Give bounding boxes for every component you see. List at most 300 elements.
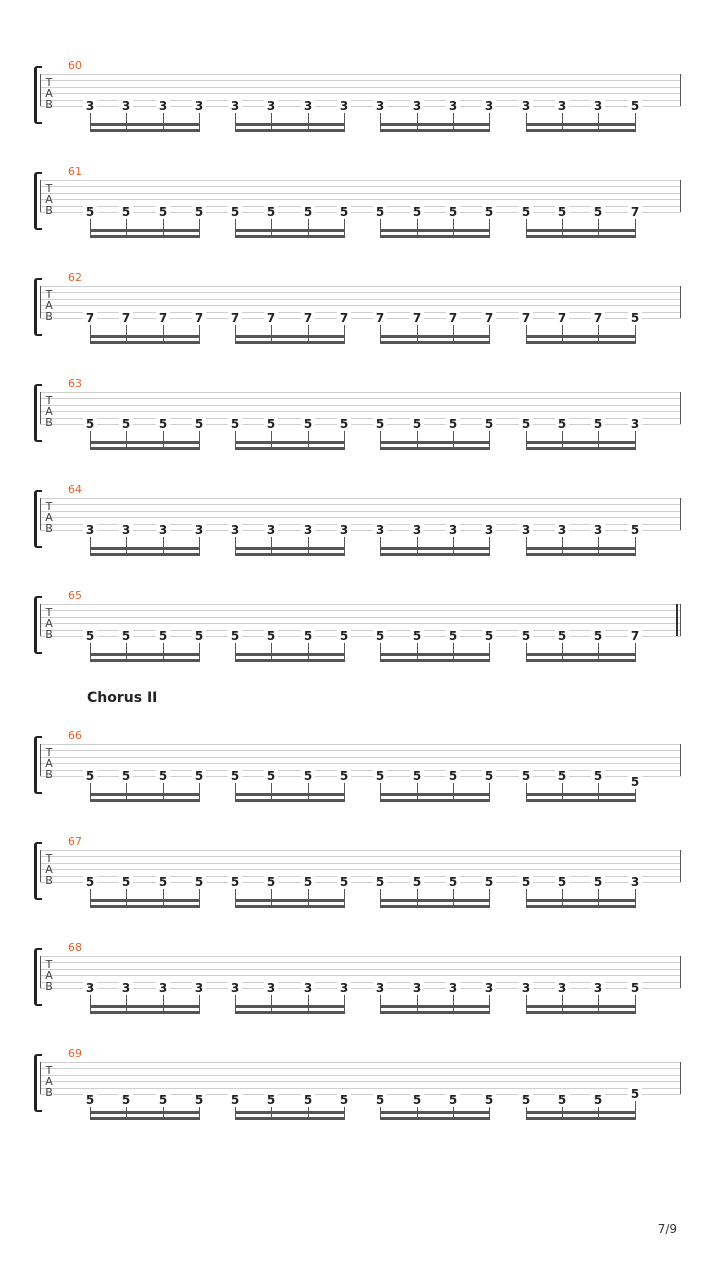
page-number: 7/9 bbox=[657, 1222, 677, 1236]
staff-line bbox=[40, 206, 681, 207]
fret-number: 5 bbox=[519, 418, 533, 430]
beam bbox=[90, 235, 200, 238]
fret-number: 5 bbox=[228, 206, 242, 218]
fret-number: 5 bbox=[119, 770, 133, 782]
staff-line bbox=[40, 180, 681, 181]
fret-number: 5 bbox=[301, 1094, 315, 1106]
fret-number: 7 bbox=[264, 312, 278, 324]
tab-clef-letter: A bbox=[45, 757, 53, 770]
beam bbox=[90, 447, 200, 450]
fret-number: 5 bbox=[446, 630, 460, 642]
fret-number: 5 bbox=[119, 876, 133, 888]
measure-number: 67 bbox=[68, 835, 82, 848]
end-barline bbox=[680, 392, 681, 424]
fret-number: 3 bbox=[264, 524, 278, 536]
fret-number: 5 bbox=[83, 1094, 97, 1106]
fret-number: 5 bbox=[555, 206, 569, 218]
fret-number: 5 bbox=[264, 418, 278, 430]
beam bbox=[380, 335, 490, 338]
fret-number: 3 bbox=[446, 982, 460, 994]
fret-number: 5 bbox=[228, 418, 242, 430]
fret-number: 5 bbox=[156, 206, 170, 218]
beam bbox=[380, 123, 490, 126]
fret-number: 5 bbox=[228, 876, 242, 888]
beam bbox=[380, 1111, 490, 1114]
fret-number: 3 bbox=[83, 982, 97, 994]
fret-number: 3 bbox=[410, 524, 424, 536]
tab-clef-letter: A bbox=[45, 405, 53, 418]
staff-line bbox=[40, 305, 681, 306]
fret-number: 5 bbox=[555, 630, 569, 642]
beam bbox=[235, 447, 345, 450]
fret-number: 3 bbox=[628, 418, 642, 430]
start-barline bbox=[40, 744, 41, 776]
beam bbox=[235, 1011, 345, 1014]
beam bbox=[380, 659, 490, 662]
tab-clef-letter: A bbox=[45, 969, 53, 982]
start-barline bbox=[40, 1062, 41, 1094]
fret-number: 5 bbox=[628, 524, 642, 536]
staff-line bbox=[40, 1088, 681, 1089]
beam bbox=[380, 1011, 490, 1014]
staff-line bbox=[40, 636, 681, 637]
measure-number: 60 bbox=[68, 59, 82, 72]
fret-number: 7 bbox=[301, 312, 315, 324]
beam bbox=[526, 441, 636, 444]
fret-number: 3 bbox=[446, 524, 460, 536]
measure-number: 65 bbox=[68, 589, 82, 602]
beam bbox=[526, 1117, 636, 1120]
fret-number: 3 bbox=[628, 876, 642, 888]
fret-number: 5 bbox=[555, 770, 569, 782]
fret-number: 3 bbox=[519, 524, 533, 536]
tab-system bbox=[0, 483, 720, 570]
fret-number: 5 bbox=[119, 418, 133, 430]
fret-number: 5 bbox=[337, 876, 351, 888]
staff-line bbox=[40, 411, 681, 412]
tab-clef-letter: B bbox=[45, 980, 53, 993]
fret-number: 5 bbox=[482, 770, 496, 782]
fret-number: 3 bbox=[119, 982, 133, 994]
tab-system bbox=[0, 941, 720, 1028]
staff-line bbox=[40, 212, 681, 213]
fret-number: 5 bbox=[192, 770, 206, 782]
staff-line bbox=[40, 610, 681, 611]
measure-number: 69 bbox=[68, 1047, 82, 1060]
tab-clef-letter: B bbox=[45, 204, 53, 217]
staff-line bbox=[40, 630, 681, 631]
measure-number: 64 bbox=[68, 483, 82, 496]
beam bbox=[380, 447, 490, 450]
fret-number: 3 bbox=[337, 524, 351, 536]
beam bbox=[526, 653, 636, 656]
fret-number: 7 bbox=[337, 312, 351, 324]
beam bbox=[235, 659, 345, 662]
start-barline bbox=[40, 604, 41, 636]
fret-number: 5 bbox=[410, 418, 424, 430]
fret-number: 3 bbox=[555, 100, 569, 112]
fret-number: 5 bbox=[156, 1094, 170, 1106]
fret-number: 3 bbox=[591, 982, 605, 994]
fret-number: 5 bbox=[555, 418, 569, 430]
fret-number: 5 bbox=[446, 1094, 460, 1106]
fret-number: 7 bbox=[519, 312, 533, 324]
fret-number: 5 bbox=[337, 630, 351, 642]
staff-line bbox=[40, 882, 681, 883]
beam bbox=[235, 553, 345, 556]
fret-number: 5 bbox=[228, 630, 242, 642]
fret-number: 3 bbox=[373, 982, 387, 994]
fret-number: 5 bbox=[482, 206, 496, 218]
beam bbox=[526, 129, 636, 132]
fret-number: 5 bbox=[482, 876, 496, 888]
measure-number: 61 bbox=[68, 165, 82, 178]
fret-number: 5 bbox=[301, 206, 315, 218]
fret-number: 3 bbox=[555, 524, 569, 536]
staff-line bbox=[40, 1094, 681, 1095]
beam bbox=[90, 653, 200, 656]
fret-number: 5 bbox=[628, 1088, 642, 1100]
beam bbox=[380, 547, 490, 550]
fret-number: 3 bbox=[446, 100, 460, 112]
fret-number: 3 bbox=[482, 100, 496, 112]
fret-number: 3 bbox=[228, 524, 242, 536]
staff-line bbox=[40, 292, 681, 293]
beam bbox=[90, 1005, 200, 1008]
start-barline bbox=[40, 850, 41, 882]
staff-line bbox=[40, 770, 681, 771]
end-barline bbox=[680, 604, 681, 636]
fret-number: 5 bbox=[591, 770, 605, 782]
beam bbox=[526, 905, 636, 908]
beam bbox=[90, 547, 200, 550]
tab-clef-letter: T bbox=[45, 606, 53, 619]
fret-number: 5 bbox=[628, 312, 642, 324]
tab-clef-letter: A bbox=[45, 193, 53, 206]
fret-number: 5 bbox=[119, 630, 133, 642]
beam bbox=[380, 341, 490, 344]
fret-number: 3 bbox=[119, 100, 133, 112]
staff-line bbox=[40, 517, 681, 518]
fret-number: 3 bbox=[301, 524, 315, 536]
beam bbox=[380, 229, 490, 232]
fret-number: 3 bbox=[591, 524, 605, 536]
tab-clef-letter: B bbox=[45, 874, 53, 887]
staff-line bbox=[40, 856, 681, 857]
fret-number: 7 bbox=[591, 312, 605, 324]
fret-number: 5 bbox=[591, 1094, 605, 1106]
beam bbox=[380, 793, 490, 796]
fret-number: 5 bbox=[410, 630, 424, 642]
tab-clef-letter: A bbox=[45, 863, 53, 876]
fret-number: 3 bbox=[264, 982, 278, 994]
section-label: Chorus II bbox=[87, 690, 158, 706]
fret-number: 5 bbox=[591, 206, 605, 218]
staff-line bbox=[40, 318, 681, 319]
beam bbox=[90, 1117, 200, 1120]
beam bbox=[235, 1005, 345, 1008]
beam bbox=[235, 123, 345, 126]
tab-clef-letter: T bbox=[45, 500, 53, 513]
staff-line bbox=[40, 106, 681, 107]
fret-number: 7 bbox=[628, 206, 642, 218]
fret-number: 7 bbox=[446, 312, 460, 324]
fret-number: 3 bbox=[156, 100, 170, 112]
fret-number: 3 bbox=[337, 982, 351, 994]
beam bbox=[90, 441, 200, 444]
fret-number: 5 bbox=[410, 206, 424, 218]
fret-number: 5 bbox=[156, 876, 170, 888]
beam bbox=[90, 335, 200, 338]
fret-number: 3 bbox=[519, 982, 533, 994]
staff-line bbox=[40, 193, 681, 194]
beam bbox=[235, 229, 345, 232]
beam bbox=[235, 441, 345, 444]
beam bbox=[380, 129, 490, 132]
fret-number: 3 bbox=[555, 982, 569, 994]
staff-line bbox=[40, 524, 681, 525]
fret-number: 5 bbox=[591, 418, 605, 430]
tab-clef-letter: B bbox=[45, 98, 53, 111]
tab-clef-letter: B bbox=[45, 522, 53, 535]
tab-clef-letter: A bbox=[45, 511, 53, 524]
staff-line bbox=[40, 418, 681, 419]
beam bbox=[380, 899, 490, 902]
fret-number: 7 bbox=[192, 312, 206, 324]
fret-number: 5 bbox=[264, 206, 278, 218]
beam bbox=[90, 799, 200, 802]
fret-number: 5 bbox=[373, 770, 387, 782]
end-barline bbox=[680, 744, 681, 776]
fret-number: 5 bbox=[192, 418, 206, 430]
staff-line bbox=[40, 286, 681, 287]
fret-number: 5 bbox=[337, 770, 351, 782]
fret-number: 5 bbox=[83, 206, 97, 218]
beam bbox=[235, 905, 345, 908]
beam bbox=[90, 553, 200, 556]
fret-number: 5 bbox=[373, 876, 387, 888]
measure-number: 62 bbox=[68, 271, 82, 284]
tab-clef-letter: A bbox=[45, 87, 53, 100]
tab-clef-letter: B bbox=[45, 1086, 53, 1099]
fret-number: 5 bbox=[591, 630, 605, 642]
beam bbox=[235, 793, 345, 796]
tab-clef-letter: T bbox=[45, 1064, 53, 1077]
tab-system bbox=[0, 59, 720, 146]
start-barline bbox=[40, 180, 41, 212]
beam bbox=[526, 1011, 636, 1014]
double-barline bbox=[676, 604, 678, 636]
beam bbox=[235, 1117, 345, 1120]
tab-clef-letter: T bbox=[45, 288, 53, 301]
start-barline bbox=[40, 286, 41, 318]
staff-line bbox=[40, 988, 681, 989]
end-barline bbox=[680, 286, 681, 318]
fret-number: 5 bbox=[192, 1094, 206, 1106]
fret-number: 5 bbox=[119, 1094, 133, 1106]
fret-number: 3 bbox=[83, 100, 97, 112]
fret-number: 3 bbox=[301, 100, 315, 112]
fret-number: 3 bbox=[410, 982, 424, 994]
fret-number: 5 bbox=[410, 770, 424, 782]
staff-line bbox=[40, 969, 681, 970]
staff-line bbox=[40, 876, 681, 877]
beam bbox=[90, 1011, 200, 1014]
fret-number: 5 bbox=[628, 776, 642, 788]
fret-number: 7 bbox=[628, 630, 642, 642]
beam bbox=[380, 553, 490, 556]
fret-number: 7 bbox=[156, 312, 170, 324]
fret-number: 3 bbox=[228, 100, 242, 112]
fret-number: 7 bbox=[482, 312, 496, 324]
fret-number: 3 bbox=[228, 982, 242, 994]
fret-number: 3 bbox=[482, 524, 496, 536]
fret-number: 5 bbox=[482, 630, 496, 642]
fret-number: 3 bbox=[192, 524, 206, 536]
tab-clef-letter: T bbox=[45, 746, 53, 759]
fret-number: 5 bbox=[591, 876, 605, 888]
measure-number: 68 bbox=[68, 941, 82, 954]
beam bbox=[90, 659, 200, 662]
fret-number: 5 bbox=[228, 770, 242, 782]
beam bbox=[526, 335, 636, 338]
staff-line bbox=[40, 863, 681, 864]
beam bbox=[526, 799, 636, 802]
staff-line bbox=[40, 80, 681, 81]
tab-clef-letter: T bbox=[45, 182, 53, 195]
end-barline bbox=[680, 1062, 681, 1094]
start-barline bbox=[40, 74, 41, 106]
fret-number: 5 bbox=[373, 1094, 387, 1106]
staff-line bbox=[40, 424, 681, 425]
tab-clef-letter: T bbox=[45, 958, 53, 971]
tab-system bbox=[0, 1047, 720, 1134]
staff-line bbox=[40, 962, 681, 963]
staff-line bbox=[40, 498, 681, 499]
fret-number: 5 bbox=[156, 418, 170, 430]
fret-number: 7 bbox=[373, 312, 387, 324]
fret-number: 5 bbox=[264, 770, 278, 782]
staff-line bbox=[40, 869, 681, 870]
fret-number: 3 bbox=[264, 100, 278, 112]
end-barline bbox=[680, 180, 681, 212]
start-barline bbox=[40, 498, 41, 530]
staff-line bbox=[40, 1075, 681, 1076]
fret-number: 3 bbox=[156, 524, 170, 536]
beam bbox=[235, 899, 345, 902]
beam bbox=[526, 229, 636, 232]
staff-line bbox=[40, 93, 681, 94]
fret-number: 3 bbox=[192, 100, 206, 112]
beam bbox=[380, 441, 490, 444]
beam bbox=[90, 229, 200, 232]
beam bbox=[90, 341, 200, 344]
staff-line bbox=[40, 186, 681, 187]
staff-line bbox=[40, 744, 681, 745]
end-barline bbox=[680, 956, 681, 988]
beam bbox=[380, 1117, 490, 1120]
tab-clef-letter: B bbox=[45, 416, 53, 429]
fret-number: 7 bbox=[410, 312, 424, 324]
staff-line bbox=[40, 750, 681, 751]
fret-number: 5 bbox=[83, 876, 97, 888]
fret-number: 5 bbox=[264, 876, 278, 888]
fret-number: 5 bbox=[446, 770, 460, 782]
staff-line bbox=[40, 956, 681, 957]
beam bbox=[526, 659, 636, 662]
staff-line bbox=[40, 757, 681, 758]
fret-number: 5 bbox=[301, 770, 315, 782]
fret-number: 5 bbox=[519, 1094, 533, 1106]
staff-line bbox=[40, 504, 681, 505]
fret-number: 5 bbox=[192, 876, 206, 888]
fret-number: 5 bbox=[301, 418, 315, 430]
beam bbox=[235, 799, 345, 802]
staff-line bbox=[40, 398, 681, 399]
fret-number: 5 bbox=[264, 630, 278, 642]
fret-number: 5 bbox=[446, 418, 460, 430]
fret-number: 5 bbox=[119, 206, 133, 218]
staff-line bbox=[40, 850, 681, 851]
fret-number: 5 bbox=[337, 1094, 351, 1106]
beam bbox=[526, 793, 636, 796]
end-barline bbox=[680, 850, 681, 882]
fret-number: 5 bbox=[337, 206, 351, 218]
tab-clef-letter: T bbox=[45, 852, 53, 865]
fret-number: 3 bbox=[301, 982, 315, 994]
staff-line bbox=[40, 975, 681, 976]
fret-number: 5 bbox=[373, 206, 387, 218]
fret-number: 5 bbox=[519, 630, 533, 642]
beam bbox=[526, 447, 636, 450]
tab-system bbox=[0, 165, 720, 252]
beam bbox=[380, 905, 490, 908]
staff-line bbox=[40, 511, 681, 512]
staff-line bbox=[40, 405, 681, 406]
beam bbox=[235, 653, 345, 656]
beam bbox=[526, 899, 636, 902]
fret-number: 5 bbox=[228, 1094, 242, 1106]
fret-number: 3 bbox=[337, 100, 351, 112]
beam bbox=[90, 905, 200, 908]
tab-system bbox=[0, 589, 720, 676]
end-barline bbox=[680, 74, 681, 106]
staff-line bbox=[40, 312, 681, 313]
tab-system bbox=[0, 729, 720, 816]
beam bbox=[90, 129, 200, 132]
staff-line bbox=[40, 1081, 681, 1082]
fret-number: 5 bbox=[156, 630, 170, 642]
staff-line bbox=[40, 617, 681, 618]
fret-number: 5 bbox=[373, 418, 387, 430]
tab-clef-letter: B bbox=[45, 628, 53, 641]
staff-line bbox=[40, 100, 681, 101]
beam bbox=[90, 1111, 200, 1114]
fret-number: 5 bbox=[337, 418, 351, 430]
fret-number: 3 bbox=[410, 100, 424, 112]
staff-line bbox=[40, 74, 681, 75]
tab-clef-letter: A bbox=[45, 1075, 53, 1088]
fret-number: 3 bbox=[373, 524, 387, 536]
staff-line bbox=[40, 982, 681, 983]
staff-line bbox=[40, 199, 681, 200]
staff-line bbox=[40, 392, 681, 393]
start-barline bbox=[40, 392, 41, 424]
beam bbox=[235, 547, 345, 550]
fret-number: 3 bbox=[192, 982, 206, 994]
fret-number: 5 bbox=[519, 206, 533, 218]
staff-line bbox=[40, 299, 681, 300]
